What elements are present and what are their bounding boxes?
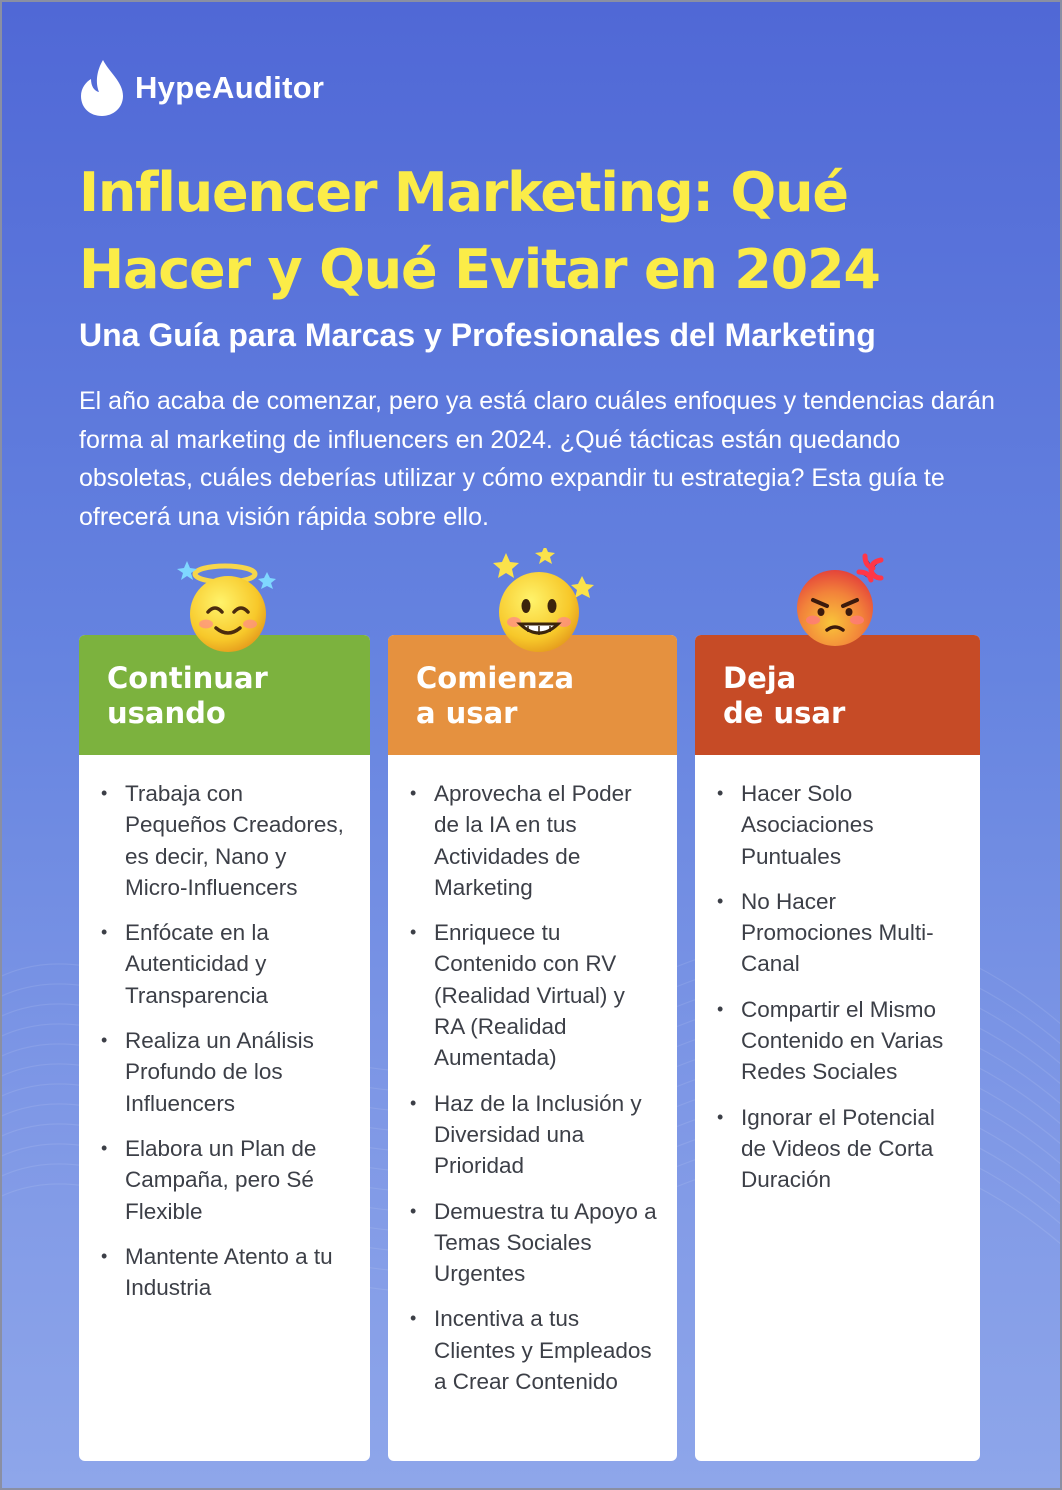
list-item: • Aprovecha el Poder de la IA en tus Actividades de Marketing [410, 778, 657, 903]
angel-smile-emoji [172, 554, 282, 654]
column-heading-line-1: Comienza [416, 661, 575, 695]
brand-name: HypeAuditor [135, 70, 325, 105]
list-item: • Elabora un Plan de Campaña, pero Sé Flexible [101, 1133, 350, 1227]
title-line-1: Influencer Marketing: Qué [79, 161, 848, 224]
column-card-stop-using [695, 635, 980, 1461]
list-item: • Realiza un Análisis Profundo de los Influencers [101, 1025, 350, 1119]
column-list [388, 755, 677, 1397]
column-list [79, 755, 370, 1303]
column-card-start-using [388, 635, 677, 1461]
column-list [695, 755, 980, 1196]
column-heading-line-2: usando [107, 696, 226, 730]
angry-face-emoji [797, 556, 881, 646]
title-line-2: Hacer y Qué Evitar en 2024 [79, 238, 880, 301]
list-item: • Ignorar el Potencial de Videos de Corta Duración [717, 1102, 960, 1196]
list-item: • Enriquece tu Contenido con RV (Realidad Virtual) y RA (Realidad Aumentada) [410, 917, 657, 1073]
column-header [695, 635, 980, 755]
list-item: • Incentiva a tus Clientes y Empleados a Crear Contenido [410, 1303, 657, 1397]
list-item: • Haz de la Inclusión y Diversidad una Prioridad [410, 1088, 657, 1182]
page-title [79, 154, 1039, 308]
list-item: • Enfócate en la Autenticidad y Transparencia [101, 917, 350, 1011]
starstruck-grin-emoji [493, 548, 594, 652]
column-heading-line-1: Continuar [107, 661, 268, 695]
brand-header [79, 58, 324, 118]
list-item: • No Hacer Promociones Multi-Canal [717, 886, 960, 980]
page-subtitle: Una Guía para Marcas y Profesionales del Marketing [79, 317, 876, 353]
intro-paragraph: El año acaba de comenzar, pero ya está claro cuáles enfoques y tendencias darán forma al marketing de influencers en 2024. ¿Qué tácticas están quedando obsoletas, cuáles deberías utilizar y cómo expandir tu estrategia? Esta guía te ofrecerá una visión rápida sobre ello. [79, 387, 995, 531]
column-heading-line-2: de usar [723, 696, 846, 730]
list-item: • Demuestra tu Apoyo a Temas Sociales Urgentes [410, 1196, 657, 1290]
column-heading-line-1: Deja [723, 661, 797, 695]
list-item: • Trabaja con Pequeños Creadores, es decir, Nano y Micro-Influencers [101, 778, 350, 903]
list-item: • Mantente Atento a tu Industria [101, 1241, 350, 1304]
flame-drop-icon [79, 58, 125, 118]
column-card-keep-using [79, 635, 370, 1461]
list-item: • Compartir el Mismo Contenido en Varias Redes Sociales [717, 994, 960, 1088]
column-heading-line-2: a usar [416, 696, 518, 730]
list-item: • Hacer Solo Asociaciones Puntuales [717, 778, 960, 872]
